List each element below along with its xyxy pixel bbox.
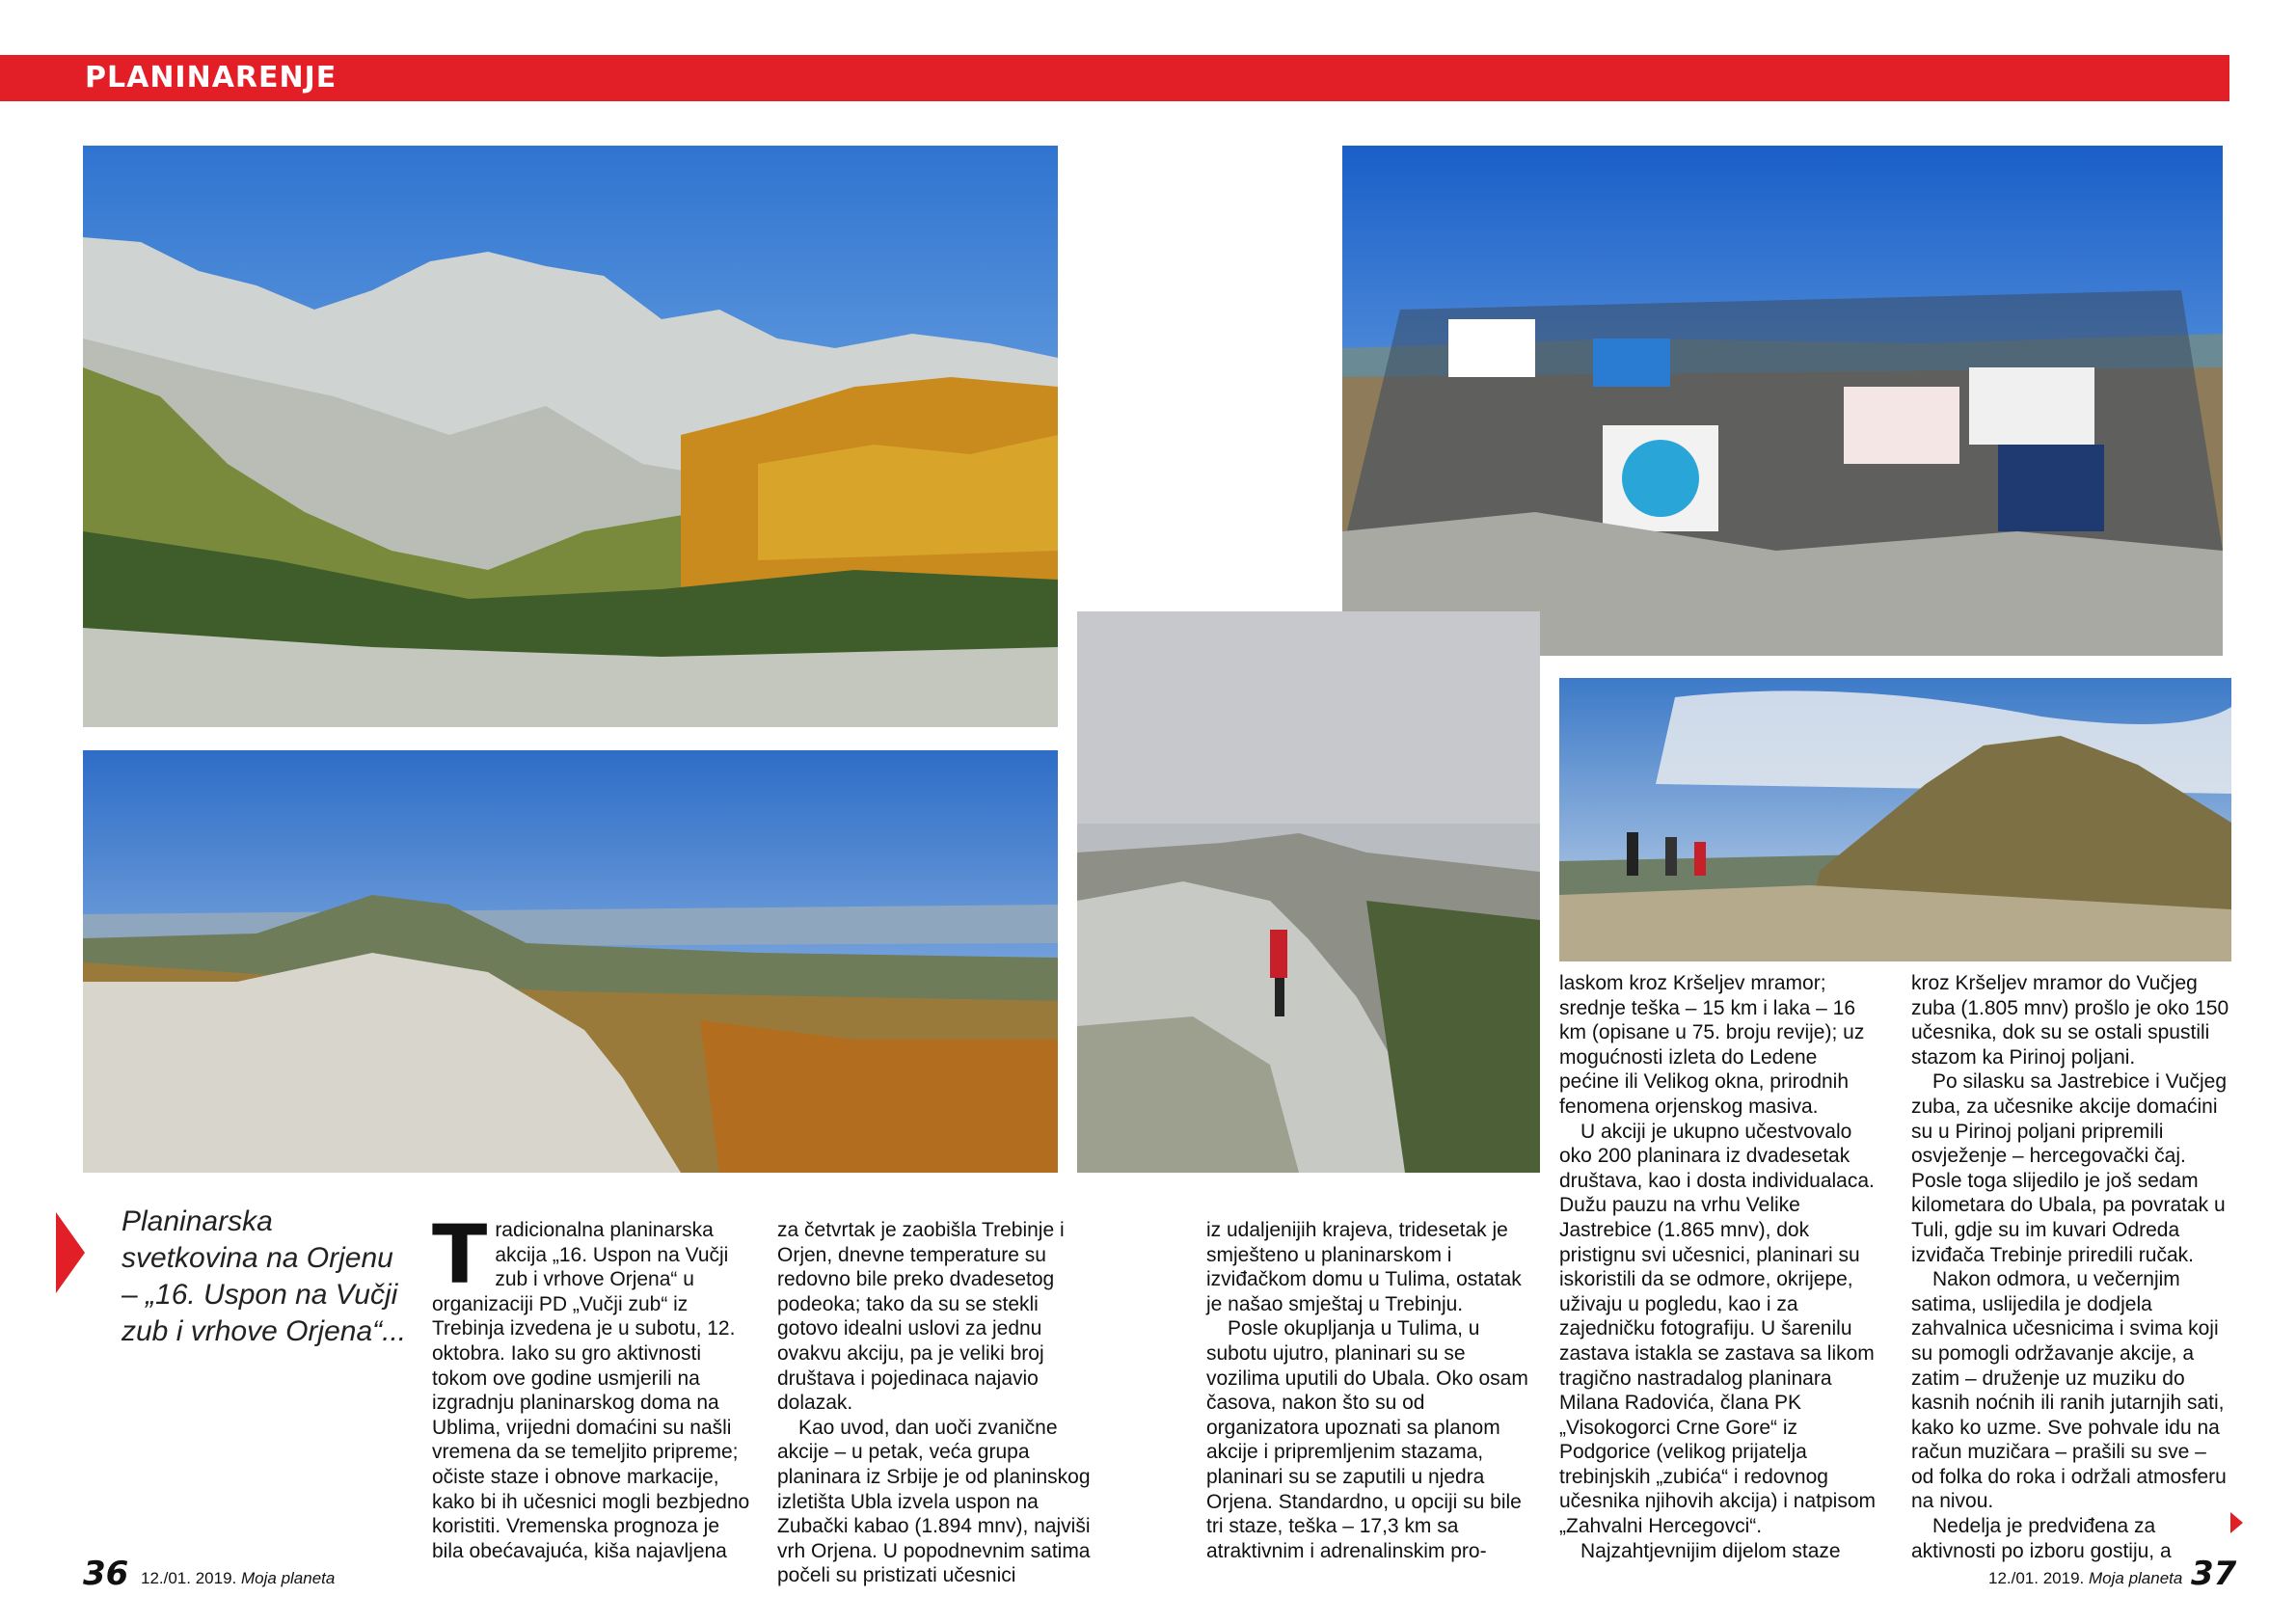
paragraph: Nedelja je predviđena za aktivnosti po izboru gostiju, a <box>1911 1515 2172 1562</box>
paragraph: Nakon odmora, u večernjim satima, uslijedila je dodjela zahvalnica učesnicima i svima koji su pomogli održavanje akcije, a zatim – druženje uz muziku do kasnih noćnih ili ranih jutarnjih sati, kako ko uzme. Sve pohvale idu na račun muzičara – prašili su sve – od folka do roka i održali atmosferu na nivou. <box>1911 1268 2227 1513</box>
magazine-name: Moja planeta <box>241 1569 336 1587</box>
page-number-left: 36 <box>83 1555 129 1593</box>
lead-text: Planinarska svetkovina na Orjenu – „16. Uspon na Vučji zub i vrhove Orjena“... <box>122 1205 407 1347</box>
footer-meta-right <box>1988 1569 2182 1588</box>
footer-date: 12./01. 2019. <box>1988 1569 2085 1587</box>
paragraph: Kao uvod, dan uoči zvanične akcije – u petak, veća grupa planinara iz Srbije je od planinskog izletišta Ubla izvela uspon na Zubački kabao (1.894 mnv), najviši vrh Orjena. U popodnevnim satima počeli su pristizati učesnici <box>777 1416 1091 1587</box>
paragraph: Po silasku sa Jastrebice i Vučjeg zuba, za učesnike akcije domaćini su u Pirinoj poljani pripremili osvježenje – hercegovački čaj. Posle toga slijedilo je još sedam kilometara do Ubala, pa povratak u Tuli, gdje su im kuvari Odreda izviđača Trebinje priredili ručak. <box>1911 1070 2228 1266</box>
article-column-4 <box>1559 971 1881 1563</box>
photo-hikers-peak <box>1559 678 2231 961</box>
article-column-2 <box>777 1218 1099 1588</box>
article-column-5 <box>1911 971 2229 1563</box>
drop-cap: T <box>432 1207 488 1302</box>
lead-marker-arrow <box>56 1212 85 1293</box>
footer-date: 12./01. 2019. <box>141 1569 237 1587</box>
continue-arrow-icon <box>2230 1512 2243 1533</box>
photo-group-summit <box>1342 146 2223 656</box>
footer-meta-left <box>141 1569 335 1588</box>
article-column-3 <box>1206 1218 1528 1563</box>
article-column-1 <box>432 1207 752 1563</box>
page-number-right: 37 <box>2191 1555 2237 1593</box>
photo-hikers-trail <box>1077 611 1540 1173</box>
section-title: PLANINARENJE <box>85 61 338 95</box>
paragraph: U akciji je ukupno učestvovalo oko 200 planinara iz dvadesetak društava, kao i dosta individualaca. Dužu pauzu na vrhu Velike Jastrebice (1.865 mnv), dok pristignu svi učesnici, planinari su iskoristili da se odmore, okrijepe, uživaju u pogledu, kao i za zajedničku fotografiju. U šarenilu zastava istakla se zastava sa likom tragično nastradalog planinara Milana Radovića, člana PK „Visokogorci Crne Gore“ iz Podgorice (velikog prijatelja trebinjskih „zubića“ i redovnog učesnika njihovih akcija) i natpisom „Zahvalni Hercegovci“. <box>1559 1120 1876 1538</box>
paragraph: iz udaljenijih krajeva, tridesetak je smješteno u planinarskom i izviđačkom domu u Tulima, ostatak je našao smještaj u Trebinju. <box>1206 1219 1522 1315</box>
paragraph: Posle okupljanja u Tulima, u subotu ujutro, planinari su se vozilima uputili do Ubala. Oko osam časova, nakon što su od organizatora upoznati sa planom akcije i pripremljenim stazama, planinari su se zaputili u njedra Orjena. Standardno, u opciji su bile tri staze, teška – 17,3 km sa atraktivnim i adrenalinskim pro- <box>1206 1317 1528 1562</box>
photo-autumn-mountains <box>83 146 1058 727</box>
paragraph: za četvrtak je zaobišla Trebinje i Orjen, dnevne temperature su redovno bile preko dvadesetog podeoka; tako da su se stekli gotovo idealni uslovi za jednu ovakvu akciju, pa je veliki broj društava i pojedinaca najavio dolazak. <box>777 1219 1065 1415</box>
magazine-name: Moja planeta <box>2089 1569 2183 1587</box>
paragraph: radicionalna planinarska akcija „16. Uspon na Vučji zub i vrhove Orjena“ u organizaciji PD „Vučji zub“ iz Trebinja izvedena je u subotu, 12. oktobra. Iako su gro aktivnosti tokom ove godine usmjerili na izgradnju planinarskog doma na Ublima, vrijedni domaćini su našli vremena da se temeljito pripreme; očiste staze i obnove markacije, kako bi ih učesnici mogli bezbjedno koristiti. Vremenska prognoza je bila obećavajuća, kiša najavljena <box>432 1219 750 1562</box>
paragraph: kroz Kršeljev mramor do Vučjeg zuba (1.805 mnv) prošlo je oko 150 učesnika, dok su se ostali spustili stazom ka Pirinoj poljani. <box>1911 972 2229 1069</box>
paragraph: Najzahtjevnijim dijelom staze <box>1580 1539 1841 1562</box>
photo-ridge-view <box>83 750 1058 1173</box>
paragraph: laskom kroz Kršeljev mramor; srednje teška – 15 km i laka – 16 km (opisane u 75. broju revije); uz mogućnosti izleta do Ledene pećine ili Velikog okna, prirodnih fenomena orjenskog masiva. <box>1559 972 1865 1118</box>
